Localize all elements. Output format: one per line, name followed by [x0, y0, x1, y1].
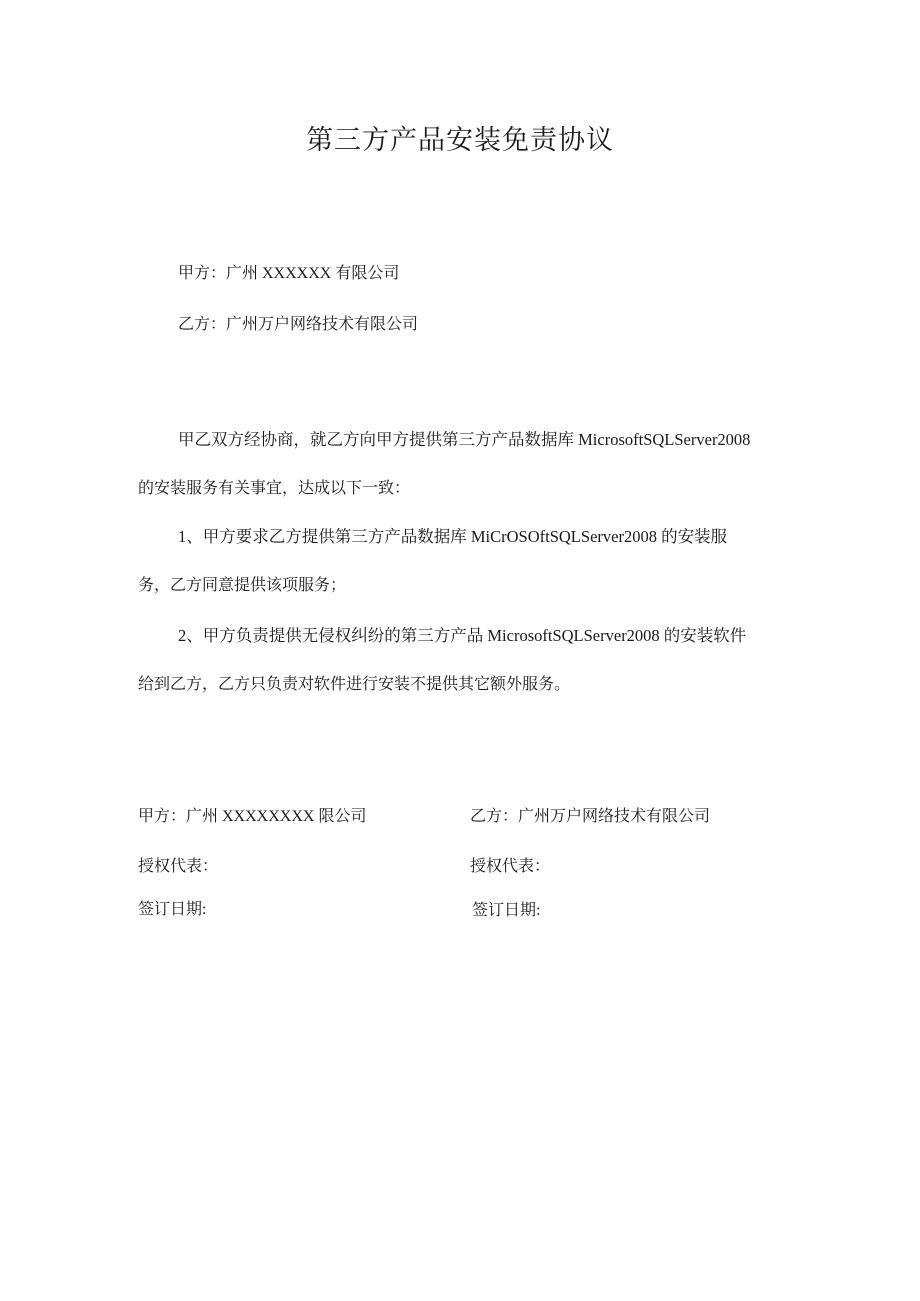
clause-1-line-1: 1、甲方要求乙方提供第三方产品数据库 MiCrOSOftSQLServer2008 的安装服 — [178, 527, 728, 546]
signature-party-a-representative: 授权代表： — [138, 858, 219, 875]
clause-1-line-2: 务，乙方同意提供该项服务； — [138, 577, 347, 594]
signature-party-a-name: 甲方：广州 XXXXXXXX 限公司 — [138, 808, 367, 825]
signature-party-b-name: 乙方：广州万户网络技术有限公司 — [470, 808, 711, 825]
clause-2-line-2: 给到乙方，乙方只负责对软件进行安装不提供其它额外服务。 — [138, 676, 571, 693]
party-a-line: 甲方：广州 XXXXXX 有限公司 — [178, 265, 400, 282]
intro-paragraph-line-2: 的安装服务有关事宜，达成以下一致： — [138, 480, 411, 497]
intro-paragraph-line-1: 甲乙双方经协商，就乙方向甲方提供第三方产品数据库 MicrosoftSQLServer2008 — [178, 430, 751, 449]
document-title: 第三方产品安装免责协议 — [306, 125, 614, 155]
clause-2-line-1: 2、甲方负责提供无侵权纠纷的第三方产品 MicrosoftSQLServer2008 的安装软件 — [178, 626, 747, 645]
signature-party-b-representative: 授权代表： — [470, 858, 551, 875]
signature-party-a-date: 签订日期: — [138, 901, 207, 918]
party-b-line: 乙方：广州万户网络技术有限公司 — [178, 316, 419, 333]
signature-party-b-date: 签订日期: — [472, 902, 541, 919]
